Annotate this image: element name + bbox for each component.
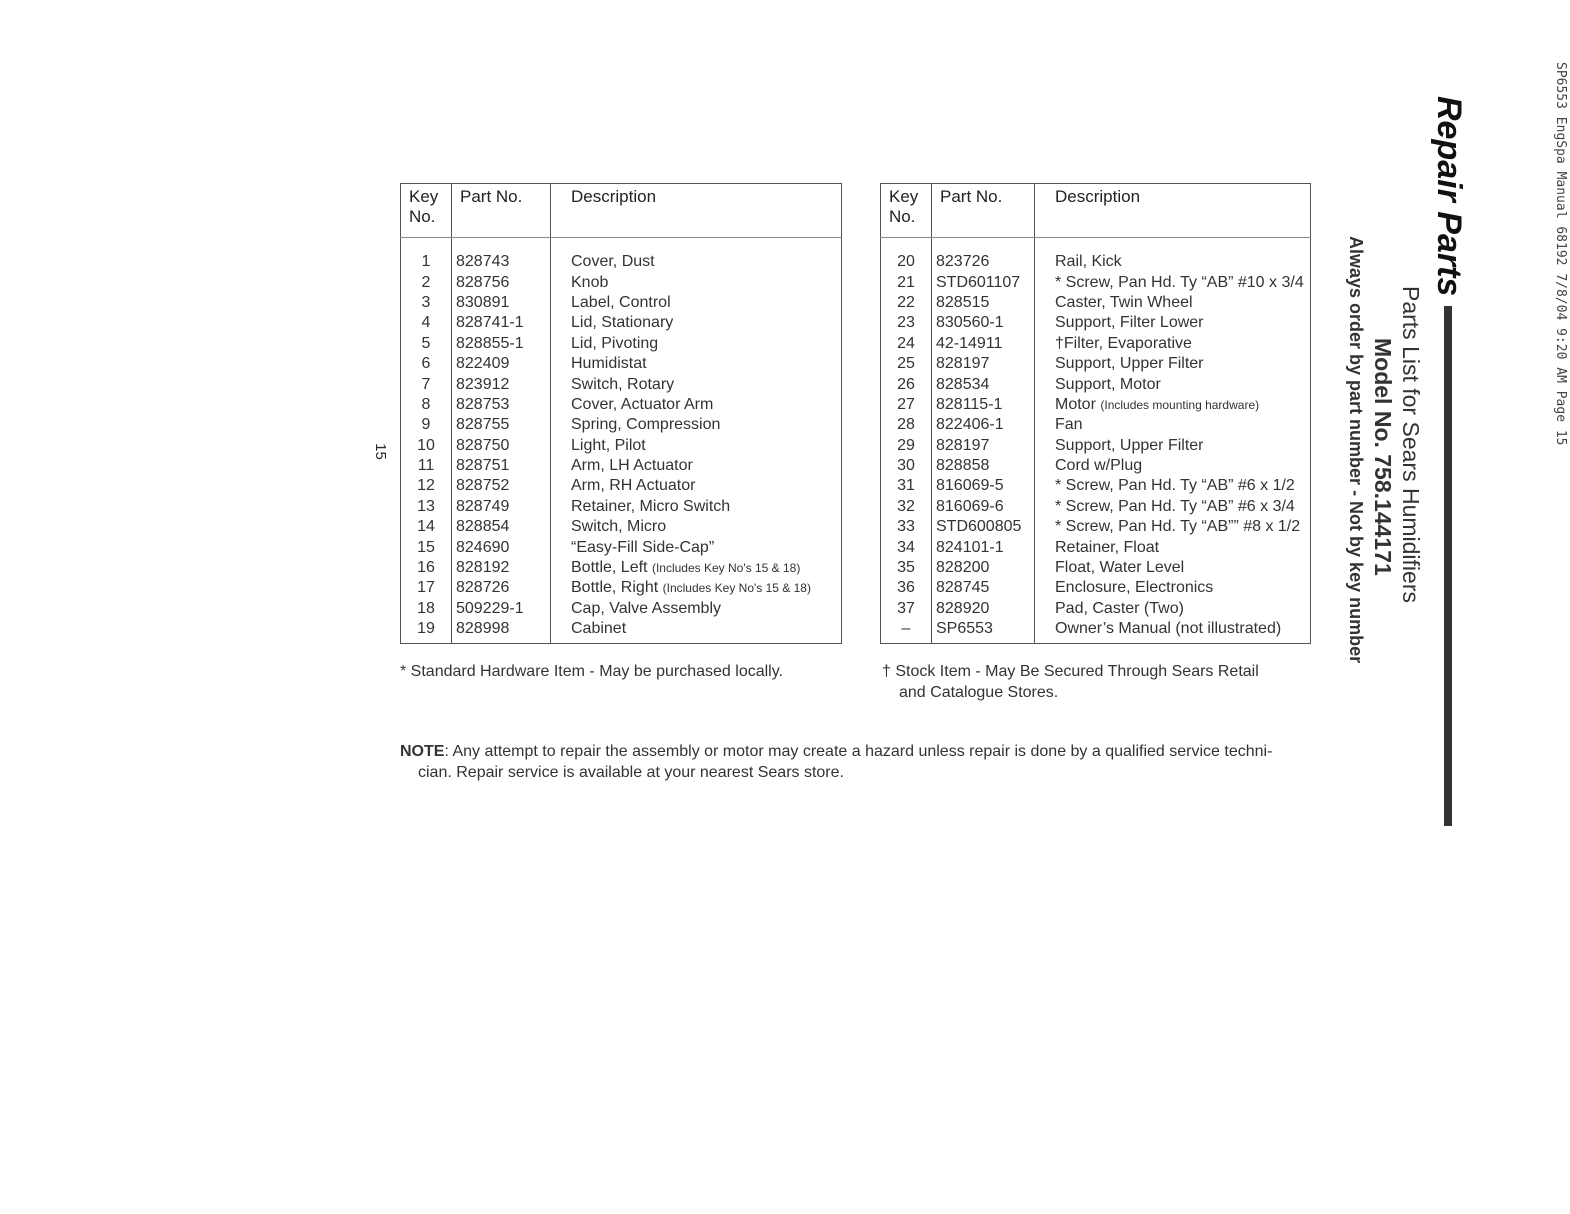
description-cell [1035,476,1311,496]
description-cell [551,497,842,517]
description-cell [551,517,842,537]
part-no-cell: 828998 [452,619,551,644]
description-text: Motor [1055,395,1096,413]
key-no-cell: 32 [897,497,915,515]
description-text: Support, Upper Filter [1055,355,1204,373]
table-row [881,517,1311,537]
table-row [401,415,842,435]
description-text: Float, Water Level [1055,559,1185,577]
key-no-cell: 3 [421,293,431,311]
key-no-cell: 34 [897,538,915,556]
key-no-cell: 4 [421,314,431,332]
table-row [401,436,842,456]
print-header-strip: SP6553 EngSpa Manual 68192 7/8/04 9:20 AM Page 15 [1553,62,1568,446]
description-text: Support, Motor [1055,375,1161,393]
table-row [881,537,1311,557]
description-text: Arm, RH Actuator [571,477,696,495]
key-no-cell: 26 [897,375,915,393]
part-no-cell: 828750 [452,436,551,456]
part-no-cell: 823726 [932,238,1035,273]
description-note: (Includes Key No's 15 & 18) [651,561,801,576]
table-row [401,619,842,644]
table-row [881,456,1311,476]
part-no-cell: 828534 [932,374,1035,394]
part-no-cell: 828858 [932,456,1035,476]
table-row [881,354,1311,374]
section-title [1429,96,1468,826]
header-key-no: Key No. [401,184,452,238]
note-label: NOTE [400,743,445,760]
description-cell [551,313,842,333]
part-no-cell: 822409 [452,354,551,374]
description-text: * Screw, Pan Hd. Ty “AB”” #8 x 1/2 [1055,518,1301,536]
description-text: Switch, Rotary [571,375,675,393]
key-no-cell: 11 [417,457,435,475]
key-no-cell: – [901,620,911,638]
part-no-cell: 828751 [452,456,551,476]
description-text: Light, Pilot [571,436,646,454]
key-no-cell: 25 [897,355,915,373]
description-text: Cord w/Plug [1055,457,1143,475]
part-no-cell: 828854 [452,517,551,537]
header-part-no: Part No. [452,184,551,238]
key-no-cell: 22 [897,293,915,311]
table-row [401,334,842,354]
description-text: Arm, LH Actuator [571,457,693,475]
description-text: Support, Upper Filter [1055,436,1204,454]
key-no-cell: 27 [897,395,915,413]
description-cell [551,456,842,476]
key-no-cell: 37 [897,599,915,617]
table-row [881,619,1311,644]
key-no-cell: 12 [417,477,435,495]
key-no-cell: 18 [417,599,435,617]
description-cell [551,374,842,394]
table-row [401,517,842,537]
table-row [881,238,1311,273]
part-no-cell: 828726 [452,578,551,598]
description-note: (Includes Key No's 15 & 18) [662,581,811,596]
description-cell [1035,272,1311,292]
description-cell [1035,517,1311,537]
description-text: Cover, Actuator Arm [571,395,714,413]
part-no-cell: 828197 [932,354,1035,374]
key-no-cell: 21 [897,273,915,291]
note-line1: : Any attempt to repair the assembly or motor may create a hazard unless repair is done by a qualified service techni- [444,743,1273,760]
description-text: Enclosure, Electronics [1055,579,1214,597]
description-cell [551,293,842,313]
part-no-cell: 828855-1 [452,334,551,354]
description-cell [1035,558,1311,578]
part-no-cell: 824101-1 [932,537,1035,557]
description-cell [1035,293,1311,313]
table-row [881,476,1311,496]
key-no-cell: 31 [897,477,915,495]
key-no-cell: 29 [897,436,915,454]
part-no-cell: 828192 [452,558,551,578]
part-no-cell: 828515 [932,293,1035,313]
part-no-cell: 816069-6 [932,497,1035,517]
description-cell [551,395,842,415]
key-no-cell: 1 [421,253,431,271]
table-row [401,354,842,374]
table-row [401,293,842,313]
parts-table-right [880,183,1311,644]
title-rule [1445,306,1453,826]
description-text: Bottle, Left [571,559,648,577]
table-row [881,558,1311,578]
part-no-cell: 828745 [932,578,1035,598]
description-cell [551,558,842,578]
description-text: Retainer, Float [1055,538,1160,556]
part-no-cell: 824690 [452,537,551,557]
description-cell [1035,456,1311,476]
table-row [401,238,842,273]
table-row [881,436,1311,456]
part-no-cell: 828756 [452,272,551,292]
description-cell [551,272,842,292]
description-text: Pad, Caster (Two) [1055,599,1184,617]
description-cell [551,619,842,644]
key-no-cell: 35 [897,559,915,577]
description-text: Owner’s Manual (not illustrated) [1055,620,1282,638]
part-no-cell: STD600805 [932,517,1035,537]
order-instruction: Always order by part number - Not by key number [1346,236,1366,664]
table-row [401,272,842,292]
table-row [401,558,842,578]
table-row [881,395,1311,415]
description-cell [1035,537,1311,557]
footnote-stock-line2: and Catalogue Stores. [899,684,1059,701]
description-cell [1035,395,1311,415]
description-text: Cap, Valve Assembly [571,599,721,617]
part-no-cell: SP6553 [932,619,1035,644]
description-cell [551,334,842,354]
description-cell [1035,354,1311,374]
part-no-cell: 816069-5 [932,476,1035,496]
key-no-cell: 8 [421,395,431,413]
table-header-row [401,184,842,238]
parts-list-title: Parts List for Sears Humidifiers [1398,286,1424,603]
table-row [401,374,842,394]
description-cell [551,436,842,456]
description-cell [1035,313,1311,333]
footnote-standard-hardware: * Standard Hardware Item - May be purchased locally. [400,663,783,680]
description-cell [551,578,842,598]
description-cell [1035,374,1311,394]
part-no-cell: 509229-1 [452,599,551,619]
part-no-cell: 828743 [452,238,551,273]
parts-table-left [400,183,842,644]
description-text: Cover, Dust [571,253,655,271]
key-no-cell: 17 [417,579,435,597]
part-no-cell: 822406-1 [932,415,1035,435]
description-cell [1035,599,1311,619]
model-number: Model No. 758.144171 [1370,338,1396,576]
table-row [881,578,1311,598]
key-no-cell: 23 [897,314,915,332]
part-no-cell: 830560-1 [932,313,1035,333]
key-no-cell: 33 [897,518,915,536]
header-key-no: Key No. [881,184,932,238]
table-row [881,374,1311,394]
description-cell [1035,578,1311,598]
table-header-row [881,184,1311,238]
description-note: (Includes mounting hardware) [1100,397,1260,412]
description-cell [551,476,842,496]
description-text: Retainer, Micro Switch [571,497,731,515]
description-cell [1035,415,1311,435]
section-title-text: Repair Parts [1430,96,1468,297]
table-row [401,456,842,476]
part-no-cell: 42-14911 [932,334,1035,354]
table-row [401,578,842,598]
key-no-cell: 30 [897,457,915,475]
description-cell [1035,619,1311,644]
description-cell [1035,238,1311,273]
note-line2: cian. Repair service is available at your nearest Sears store. [418,764,844,781]
description-text: Cabinet [571,620,627,638]
part-no-cell: 830891 [452,293,551,313]
description-text: * Screw, Pan Hd. Ty “AB” #6 x 3/4 [1055,497,1295,515]
page-number: 15 [371,443,389,460]
table-row [881,313,1311,333]
key-no-cell: 10 [417,436,435,454]
description-text: Label, Control [571,293,671,311]
table-row [881,334,1311,354]
part-no-cell: 828200 [932,558,1035,578]
table-row [401,395,842,415]
footnote-stock-item [882,661,1259,703]
part-no-cell: 828752 [452,476,551,496]
key-no-cell: 28 [897,416,915,434]
table-row [401,313,842,333]
part-no-cell: 828115-1 [932,395,1035,415]
description-cell [551,354,842,374]
description-cell [551,599,842,619]
description-text: Knob [571,273,609,291]
key-no-cell: 2 [421,273,431,291]
key-no-cell: 15 [417,538,435,556]
key-no-cell: 13 [417,497,435,515]
description-cell [551,537,842,557]
table-row [401,497,842,517]
table-row [881,293,1311,313]
description-text: Rail, Kick [1055,253,1122,271]
table-row [881,415,1311,435]
description-text: Spring, Compression [571,416,721,434]
table-row [401,537,842,557]
description-text: Lid, Pivoting [571,334,659,352]
part-no-cell: 828755 [452,415,551,435]
key-no-cell: 24 [897,334,915,352]
description-cell [1035,436,1311,456]
table-row [401,476,842,496]
description-text: * Screw, Pan Hd. Ty “AB” #6 x 1/2 [1055,477,1295,495]
key-no-cell: 6 [421,355,431,373]
key-no-cell: 14 [417,518,435,536]
description-text: “Easy-Fill Side-Cap” [571,538,715,556]
table-row [881,272,1311,292]
key-no-cell: 36 [897,579,915,597]
part-no-cell: 828749 [452,497,551,517]
description-cell [551,238,842,273]
key-no-cell: 19 [417,620,435,638]
repair-note [400,741,1350,783]
key-no-cell: 7 [421,375,431,393]
description-text: Bottle, Right [571,579,659,597]
description-text: †Filter, Evaporative [1055,334,1192,352]
part-no-cell: 828753 [452,395,551,415]
description-text: Support, Filter Lower [1055,314,1204,332]
description-text: Lid, Stationary [571,314,674,332]
key-no-cell: 16 [417,559,435,577]
description-cell [1035,334,1311,354]
header-part-no: Part No. [932,184,1035,238]
footnote-stock-line1: † Stock Item - May Be Secured Through Sears Retail [882,663,1259,680]
part-no-cell: 828741-1 [452,313,551,333]
description-text: Caster, Twin Wheel [1055,293,1193,311]
table-row [401,599,842,619]
part-no-cell: 823912 [452,374,551,394]
part-no-cell: 828920 [932,599,1035,619]
description-text: Humidistat [571,355,647,373]
description-text: Fan [1055,416,1083,434]
description-text: * Screw, Pan Hd. Ty “AB” #10 x 3/4 [1055,273,1304,291]
table-row [881,599,1311,619]
description-text: Switch, Micro [571,518,667,536]
key-no-cell: 5 [421,334,431,352]
key-no-cell: 20 [897,253,915,271]
header-description: Description [551,184,842,238]
description-cell [1035,497,1311,517]
key-no-cell: 9 [421,416,431,434]
part-no-cell: STD601107 [932,272,1035,292]
table-row [881,497,1311,517]
description-cell [551,415,842,435]
part-no-cell: 828197 [932,436,1035,456]
header-description: Description [1035,184,1311,238]
